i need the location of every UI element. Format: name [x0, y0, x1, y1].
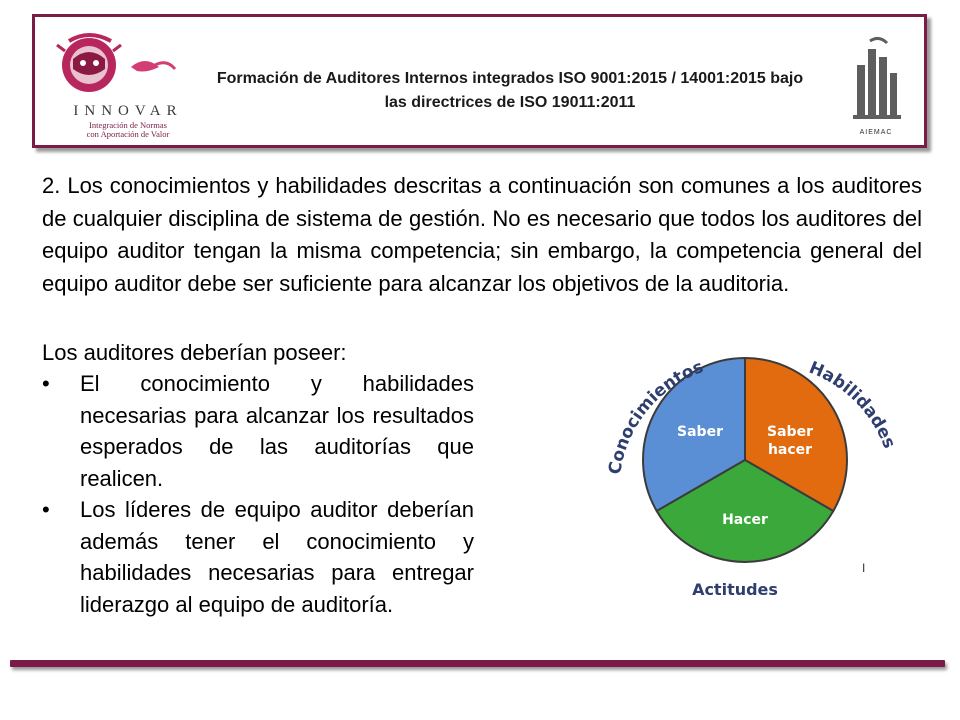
lead-text: Los auditores deberían poseer:: [42, 340, 347, 365]
intro-paragraph: 2. Los conocimientos y habilidades descritas a continuación son comunes a los auditores de cualquier disciplina de sistema de gestión. No es necesario que todos los auditores del equipo auditor tengan la misma competencia; sin embargo, la competencia general del equipo auditor debe ser suficiente para alcanzar los objetivos de la auditoria.: [42, 173, 922, 296]
innovar-mask-icon: [47, 29, 197, 103]
innovar-logo: [47, 29, 197, 139]
innovar-tagline: [53, 121, 203, 139]
aiemac-logo: [843, 35, 909, 127]
innovar-name: INNOVAR: [73, 103, 183, 119]
aiemac-building-icon: [843, 35, 909, 127]
page-title: Formación de Auditores Internos integrados ISO 9001:2015 / 14001:2015 bajo las directrices de ISO 19011:2011: [216, 70, 804, 111]
bottom-divider: [10, 660, 945, 667]
innovar-tagline-line2: con Aportación de Valor: [86, 129, 170, 139]
outer-label-conocimientos: Conocimientos: [605, 357, 707, 476]
outer-label-actitudes: Actitudes: [692, 580, 778, 599]
innovar-tagline-line1: Integración de Normas: [89, 120, 167, 130]
slice-label-saber-hacer-line2: hacer: [767, 442, 813, 458]
bullet-text: Los líderes de equipo auditor deberían además tener el conocimiento y habilidades necesarias para entregar liderazgo al equipo de auditoría.: [80, 497, 474, 617]
bullet-marker: •: [42, 497, 50, 522]
bullet-marker: •: [42, 371, 50, 396]
slice-label-saber-hacer-line1: Saber: [767, 424, 813, 440]
outer-label-habilidades: Habilidades: [806, 357, 900, 452]
slice-label-saber: Saber: [677, 424, 723, 440]
aiemac-name: AIEMAC: [859, 129, 893, 136]
list-item: [42, 494, 474, 620]
separator-mark: I: [862, 561, 866, 575]
competence-diagram: [590, 350, 910, 610]
bullet-text: El conocimiento y habilidades necesarias para alcanzar los resultados esperados de las auditorías que realicen.: [80, 371, 474, 491]
bullet-list: [42, 368, 474, 620]
list-item: [42, 368, 474, 494]
slice-label-hacer: Hacer: [722, 512, 768, 528]
header-frame: [32, 14, 927, 148]
